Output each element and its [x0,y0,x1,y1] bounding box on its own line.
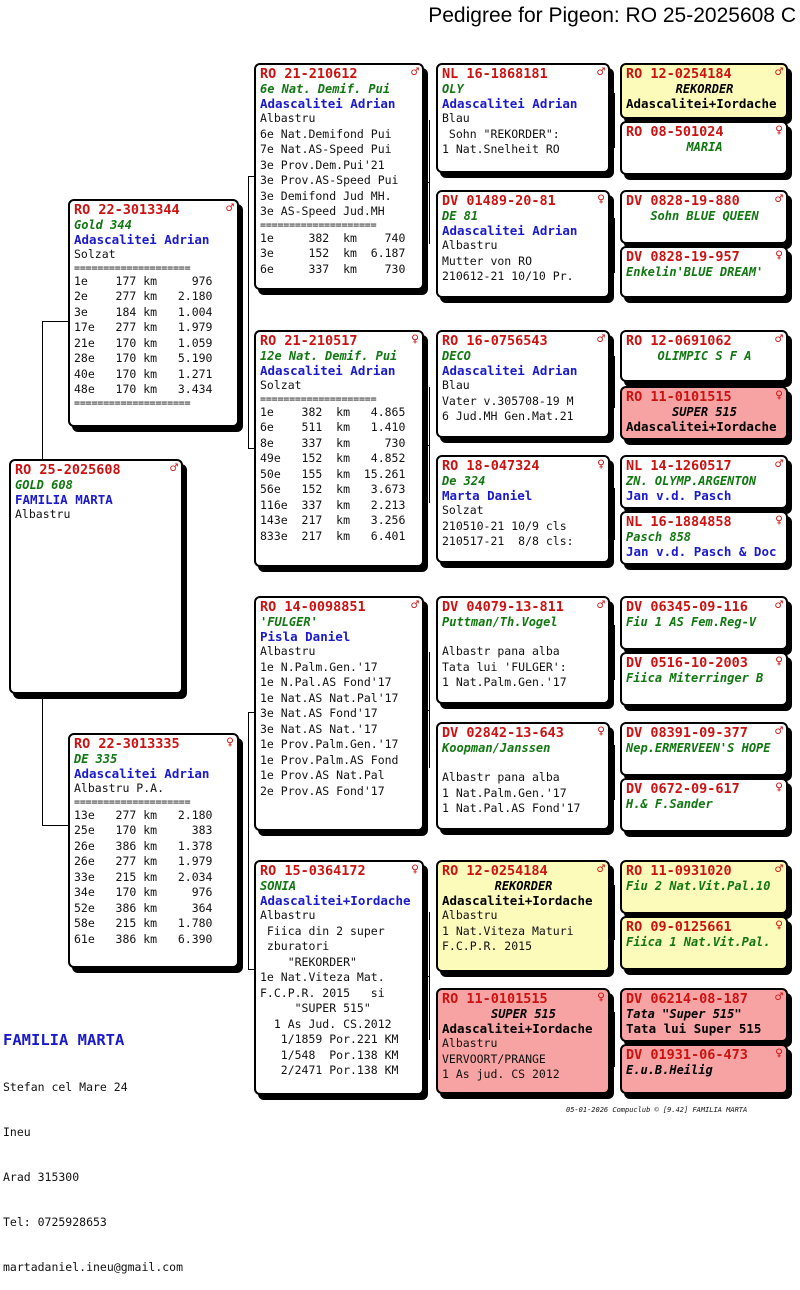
card-line: 1e N.Pal.AS Fond'17 [260,675,392,689]
owner-name: Adascalitei+Iordache [442,893,593,908]
owner-name: Adascalitei Adrian [74,766,210,781]
separator-line: ==================== [260,219,377,231]
card-line: 2/2471 Por.138 KM [260,1063,399,1077]
result-line: 1e 177 km 976 [74,273,213,288]
ring-number: DV 0672-09-617 [626,781,740,797]
owner-name: Adascalitei Adrian [260,363,396,378]
owner-name: Jan v.d. Pasch & Doc [626,544,777,559]
card-line: "SUPER 515" [260,1001,371,1015]
separator-line: ==================== [74,796,191,808]
connector [248,176,249,318]
male-icon: ♂ [775,192,783,207]
card-line: VERVOORT/PRANGE [442,1051,546,1066]
female-icon: ♀ [597,192,605,207]
result-line: 56e 152 km 3.673 [260,482,406,496]
card-line: Mutter von RO [442,253,533,268]
female-icon: ♀ [597,990,605,1005]
card-line: 1e Prov.AS Nat.Pal [260,768,385,782]
pigeon-name: Koopman/Janssen [442,741,551,755]
owner-name: Adascalitei+Iordache [260,893,411,908]
connector [42,321,43,461]
owner-name: Adascalitei Adrian [74,232,210,247]
connector [424,182,429,183]
result-line: 28e 170 km 5.190 [74,351,213,365]
card-line: zburatori [260,939,330,953]
female-icon: ♀ [775,654,783,669]
card-line: Albastru [260,908,316,922]
ancestor-card[interactable] [620,386,788,440]
card-line: Solzat [442,503,484,517]
male-icon: ♂ [597,332,605,347]
card-line: 1e Nat.Viteza Mat. [260,970,385,984]
sire-sire-dam-card[interactable] [436,190,610,298]
connector [429,912,430,1040]
sire-dam-card[interactable] [254,330,424,567]
owner-name: Adascalitei Adrian [260,96,396,111]
card-line: 2e Prov.AS Fond'17 [260,783,385,798]
ring-number: RO 22-3013344 [74,202,180,218]
card-line: 6 Jud.MH Gen.Mat.21 [442,409,574,423]
result-line: 2e 277 km 2.180 [74,289,213,303]
dam-dam-sire-card[interactable] [436,860,610,972]
card-line: Blau [442,378,470,392]
result-line: 49e 152 km 4.852 [260,451,406,465]
male-icon: ♂ [226,201,234,216]
dam-sire-card[interactable] [254,596,424,831]
owner-name: Adascalitei Adrian [442,363,578,378]
ancestor-card[interactable] [620,330,788,382]
pigeon-name: DECO [442,349,471,363]
result-line: 26e 386 km 1.378 [74,838,213,853]
connector [614,1012,615,1067]
ring-number: RO 11-0101515 [442,991,548,1007]
ancestor-card[interactable] [620,246,788,298]
separator-line: ==================== [74,262,191,274]
pigeon-name: DE 335 [74,752,118,766]
ring-number: RO 12-0254184 [442,863,548,879]
card-line: 1 Nat.Palm.Gen.'17 [442,675,567,689]
pigeon-name: DE 81 [442,209,479,223]
owner-name: Pisla Daniel [260,629,351,644]
ancestor-card[interactable] [620,652,788,706]
owner-name: Tata lui Super 515 [626,1021,762,1036]
pigeon-name: SONIA [260,879,297,893]
ring-number: RO 16-0756543 [442,333,548,349]
pigeon-name: De 324 [442,474,486,488]
pigeon-name: SUPER 515 [490,1007,557,1021]
card-line: 3e Demifond Jud MH. [260,188,392,203]
pigeon-name: 'FULGER' [260,615,318,629]
result-line: 26e 277 km 1.979 [74,854,213,868]
card-line: F.C.P.R. 2015 [442,939,533,953]
sire-sire-card[interactable] [254,63,424,290]
pigeon-name: Sohn BLUE QUEEN [650,209,759,223]
ring-number: RO 08-501024 [626,124,724,140]
card-line: 1e N.Palm.Gen.'17 [260,659,378,674]
connector [248,318,249,448]
subject-pigeon-card[interactable] [9,459,183,694]
female-icon: ♀ [775,1046,783,1061]
ring-number: RO 15-0364172 [260,863,366,879]
pigeon-name: Pasch 858 [626,530,692,544]
card-line: 1e Nat.AS Nat.Pal'17 [260,690,399,705]
card-line: 1 Nat.Viteza Maturi [442,923,574,938]
pigeon-name: REKORDER [675,82,734,96]
card-line: 1 Nat.Pal.AS Fond'17 [442,801,581,815]
male-icon: ♂ [597,862,605,877]
sire-card[interactable] [68,199,239,427]
card-line: 1 Nat.Palm.Gen.'17 [442,785,567,800]
owner-name: Adascalitei+Iordache [626,96,777,111]
ring-number: RO 18-047324 [442,458,540,474]
footer-credit: 05-01-2026 Compuclub © [9.42] FAMILIA MARTA [566,1106,748,1114]
connector [429,387,430,503]
female-icon: ♀ [775,248,783,263]
owner-name: Adascalitei Adrian [442,223,578,238]
card-line: Vater v.305708-19 M [442,393,574,408]
card-line: "REKORDER" [260,954,357,969]
breeder-info [3,1000,183,1290]
female-icon: ♀ [775,513,783,528]
result-line: 143e 217 km 3.256 [260,513,406,527]
result-line: 21e 170 km 1.059 [74,335,213,350]
result-line: 52e 386 km 364 [74,900,213,915]
ring-number: DV 01489-20-81 [442,193,556,209]
card-line: 1e Prov.Palm.Gen.'17 [260,737,399,751]
card-line: Tata lui 'FULGER': [442,659,567,674]
card-line: Solzat [260,378,302,392]
breeder-phone: Tel: 0725928653 [3,1215,107,1229]
card-line: Albastru [260,111,316,125]
pigeon-name: 6e Nat. Demif. Pui [260,82,391,96]
card-line: Albastr pana alba [442,770,560,784]
ring-number: DV 0828-19-880 [626,193,740,209]
pigeon-name: Enkelin'BLUE DREAM' [626,265,764,279]
ring-number: RO 09-0125661 [626,919,732,935]
ring-number: DV 04079-13-811 [442,599,564,615]
result-line: 13e 277 km 2.180 [74,807,213,822]
pigeon-name: SUPER 515 [671,405,738,419]
owner-name: Jan v.d. Pasch [626,488,732,503]
card-line: 3e Nat.AS Fond'17 [260,706,378,720]
card-line: 210510-21 10/9 cls [442,518,567,533]
connector [614,93,615,148]
breeder-email: martadaniel.ineu@gmail.com [3,1260,184,1274]
ring-number: RO 11-0101515 [626,389,732,405]
ancestor-card[interactable] [620,860,788,914]
connector [429,652,430,768]
connector [429,120,430,244]
connector [424,976,429,977]
pigeon-name: 12e Nat. Demif. Pui [260,349,398,363]
connector [248,712,249,812]
pigeon-name: Fiica Miterringer B [626,671,764,685]
pigeon-name: Fiu 2 Nat.Vit.Pal.10 [626,879,771,893]
dam-sire-sire-card[interactable] [436,596,610,704]
result-line: 1e 382 km 740 [260,230,406,245]
ancestor-card[interactable] [620,190,788,244]
card-line: 1 As Jud. CS.2012 [260,1016,392,1031]
female-icon: ♀ [411,332,419,347]
result-line: 25e 170 km 383 [74,823,213,837]
dam-sire-dam-card[interactable] [436,722,610,830]
card-line: Sohn "REKORDER": [442,126,560,141]
connector [42,825,68,826]
pigeon-name: Fiu 1 AS Fem.Reg-V [626,615,757,629]
pigeon-name: Fiica 1 Nat.Vit.Pal. [626,935,771,949]
card-line: Fiica din 2 super [260,923,385,938]
female-icon: ♀ [411,862,419,877]
sire-dam-sire-card[interactable] [436,330,610,438]
connector [248,812,249,969]
card-line: Blau [442,111,470,125]
connector [614,885,615,940]
card-line: 3e AS-Speed Jud.MH [260,204,385,218]
result-line: 3e 184 km 1.004 [74,304,213,319]
breeder-address-line: Stefan cel Mare 24 [3,1080,128,1094]
result-line: 8e 337 km 730 [260,435,406,450]
connector [424,710,429,711]
result-line: 833e 217 km 6.401 [260,528,406,543]
card-line: 7e Nat.AS-Speed Pui [260,142,392,156]
ring-number: RO 11-0931020 [626,863,732,879]
card-line: F.C.P.R. 2015 si [260,985,385,1000]
owner-name: Adascalitei+Iordache [626,419,777,434]
female-icon: ♀ [775,918,783,933]
dam-dam-dam-card[interactable] [436,988,610,1094]
pigeon-name: MARIA [686,140,723,154]
ring-number: RO 21-210612 [260,66,358,82]
card-line: 3e Prov.AS-Speed Pui [260,173,399,187]
page-title: Pedigree for Pigeon: RO 25-2025608 C [428,4,796,27]
card-line: Albastru [260,644,316,658]
card-line: Albastru [15,507,71,521]
result-line: 48e 170 km 3.434 [74,382,213,396]
owner-name [442,629,605,644]
card-line: Solzat [74,247,116,261]
male-icon: ♂ [775,862,783,877]
card-line: Albastru [442,908,498,922]
card-line: 1/548 Por.138 KM [260,1047,399,1062]
ancestor-card[interactable] [620,916,788,970]
ring-number: DV 06345-09-116 [626,599,748,615]
ring-number: DV 0828-19-957 [626,249,740,265]
female-icon: ♀ [597,457,605,472]
pigeon-name: Puttman/Th.Vogel [442,615,558,629]
pigeon-name: E.u.B.Heilig [626,1063,713,1077]
connector [614,625,615,680]
result-line: 6e 337 km 730 [260,261,406,276]
owner-name: Marta Daniel [442,488,533,503]
male-icon: ♂ [775,598,783,613]
ancestor-card[interactable] [620,121,788,175]
ancestor-card[interactable] [620,1044,788,1094]
connector [42,321,68,322]
pigeon-name: Tata "Super 515" [626,1007,742,1021]
ring-number: RO 12-0691062 [626,333,732,349]
result-line: 1e 382 km 4.865 [260,404,406,419]
ancestor-card[interactable] [620,778,788,832]
card-line: 210612-21 10/10 Pr. [442,269,574,283]
male-icon: ♂ [597,65,605,80]
connector [614,488,615,540]
pigeon-name: ZN. OLYMP.ARGENTON [626,474,757,488]
owner-name: FAMILIA MARTA [15,492,113,507]
sire-sire-sire-card[interactable] [436,63,610,173]
female-icon: ♀ [775,780,783,795]
male-icon: ♂ [775,457,783,472]
male-icon: ♂ [775,65,783,80]
separator-line: ==================== [74,397,191,409]
connector [614,218,615,273]
card-line: 6e Nat.Demifond Pui [260,126,392,141]
card-line: Albastr pana alba [442,644,560,658]
male-icon: ♂ [775,332,783,347]
result-line: 3e 152 km 6.187 [260,246,406,260]
male-icon: ♂ [775,990,783,1005]
result-line: 58e 215 km 1.780 [74,916,213,930]
female-icon: ♀ [597,724,605,739]
ring-number: DV 08391-09-377 [626,725,748,741]
owner-name [442,755,605,770]
result-line: 61e 386 km 6.390 [74,931,213,946]
ring-number: DV 06214-08-187 [626,991,748,1007]
separator-line: ==================== [260,393,377,405]
pigeon-name: Gold 344 [74,218,132,232]
card-line: 3e Nat.AS Nat.'17 [260,721,378,736]
result-line: 6e 511 km 1.410 [260,420,406,434]
pigeon-name: H.& F.Sander [626,797,713,811]
card-line: 210517-21 8/8 cls: [442,534,574,548]
card-line: 3e Prov.Dem.Pui'21 [260,157,385,172]
owner-name: Adascalitei+Iordache [442,1021,593,1036]
result-line: 17e 277 km 1.979 [74,320,213,334]
ring-number: DV 01931-06-473 [626,1047,748,1063]
pigeon-name: OLIMPIC S F A [657,349,752,363]
breeder-address-line: Arad 315300 [3,1170,80,1184]
ring-number: NL 14-1260517 [626,458,732,474]
ring-number: NL 16-1884858 [626,514,732,530]
ring-number: RO 12-0254184 [626,66,732,82]
pigeon-name: GOLD 608 [15,478,73,492]
sire-dam-dam-card[interactable] [436,455,610,563]
card-line: Albastru [442,1036,498,1050]
ring-number: DV 02842-13-643 [442,725,564,741]
card-line: 1/1859 Por.221 KM [260,1032,399,1046]
ring-number: DV 0516-10-2003 [626,655,748,671]
pigeon-name: REKORDER [494,879,553,893]
female-icon: ♀ [775,123,783,138]
ancestor-card[interactable] [620,722,788,776]
male-icon: ♂ [411,598,419,613]
pigeon-name: Nep.ERMERVEEN'S HOPE [626,741,771,755]
ring-number: RO 21-210517 [260,333,358,349]
ancestor-card[interactable] [620,988,788,1042]
result-line: 40e 170 km 1.271 [74,366,213,381]
result-line: 34e 170 km 976 [74,885,213,899]
male-icon: ♂ [775,724,783,739]
male-icon: ♂ [170,461,178,476]
connector [42,695,43,825]
connector [614,356,615,408]
card-line: 1 As jud. CS 2012 [442,1067,560,1081]
card-line: Albastru [442,238,498,252]
female-icon: ♀ [226,735,234,750]
result-line: 33e 215 km 2.034 [74,869,213,884]
ancestor-card[interactable] [620,596,788,650]
result-line: 50e 155 km 15.261 [260,466,406,481]
connector [424,445,429,446]
ancestor-card[interactable] [620,455,788,509]
female-icon: ♀ [775,388,783,403]
male-icon: ♂ [597,598,605,613]
ancestor-card[interactable] [620,63,788,119]
card-line: 1e Prov.Palm.AS Fond [260,752,399,767]
male-icon: ♂ [411,65,419,80]
pigeon-name: OLY [442,82,464,96]
ancestor-card[interactable] [620,511,788,565]
dam-dam-card[interactable] [254,860,424,1095]
ring-number: RO 22-3013335 [74,736,180,752]
card-line: 1 Nat.Snelheit RO [442,142,560,156]
ring-number: RO 14-0098851 [260,599,366,615]
result-line: 116e 337 km 2.213 [260,497,406,512]
breeder-name: FAMILIA MARTA [3,1031,125,1049]
dam-card[interactable] [68,733,239,968]
card-line: Albastru P.A. [74,781,165,795]
connector [614,745,615,800]
breeder-address-line: Ineu [3,1125,31,1139]
ring-number: RO 25-2025608 [15,462,121,478]
owner-name: Adascalitei Adrian [442,96,578,111]
ring-number: NL 16-1868181 [442,66,548,82]
